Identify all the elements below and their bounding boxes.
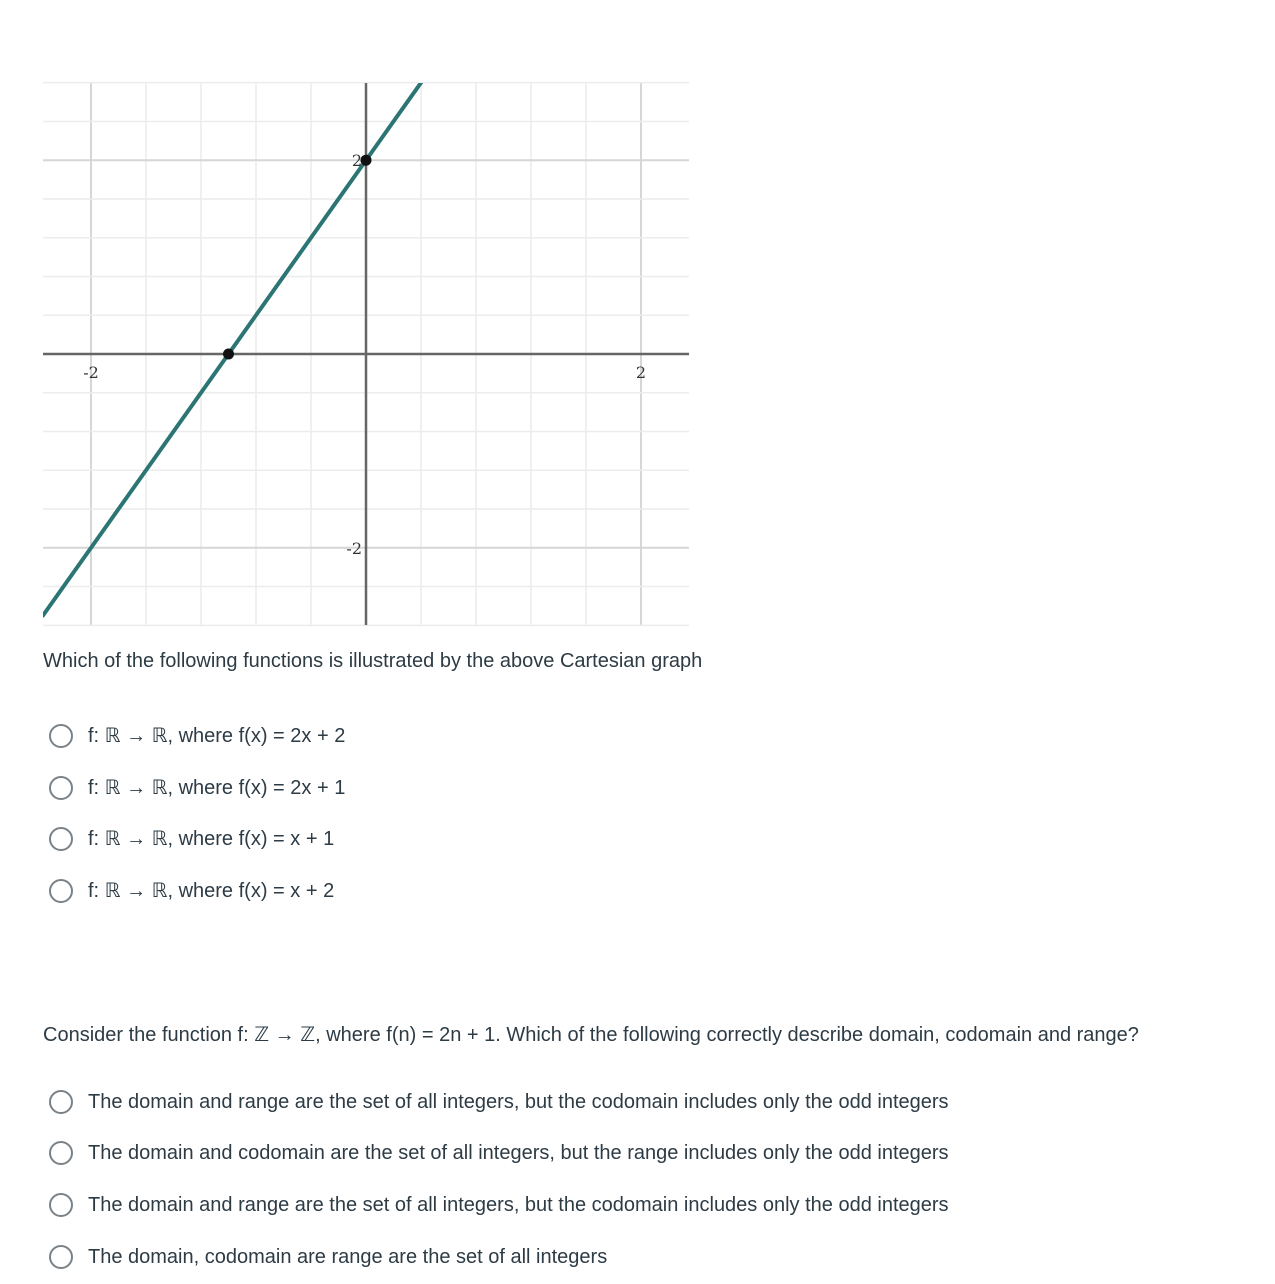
cartesian-graph [0,0,700,630]
radio-button[interactable] [49,776,73,800]
radio-button[interactable] [49,1090,73,1114]
q1-option-3[interactable] [49,826,334,851]
option-label: f: ℝ → ℝ, where f(x) = 2x + 1 [88,777,346,799]
y-tick-label: -2 [346,538,362,558]
x-tick-label: -2 [83,363,99,382]
q1-option-1[interactable] [49,723,345,748]
q1-option-2[interactable] [49,775,345,800]
option-label: f: ℝ → ℝ, where f(x) = x + 2 [88,880,335,902]
radio-button[interactable] [49,827,73,851]
radio-button[interactable] [49,879,73,903]
radio-button[interactable] [49,1141,73,1165]
data-point [361,155,372,166]
q2-option-4[interactable] [49,1245,607,1269]
q2-option-3[interactable] [49,1193,949,1217]
option-label: f: ℝ → ℝ, where f(x) = 2x + 2 [88,725,346,747]
x-tick-label: 2 [635,363,647,382]
q2-option-1[interactable] [49,1090,949,1114]
option-label: The domain and codomain are the set of all integers, but the range includes only the odd integers [88,1141,949,1164]
question-2-prompt: Consider the function f: ℤ → ℤ, where f(n) = 2n + 1. Which of the following correctly describe domain, codomain and range? [43,1024,1139,1046]
option-label: f: ℝ → ℝ, where f(x) = x + 1 [88,828,335,850]
q1-option-4[interactable] [49,878,334,903]
data-point [223,349,234,360]
radio-button[interactable] [49,1245,73,1269]
q2-option-2[interactable] [49,1141,949,1165]
option-label: The domain and range are the set of all integers, but the codomain includes only the odd integers [88,1090,949,1113]
radio-button[interactable] [49,724,73,748]
question-1-prompt: Which of the following functions is illustrated by the above Cartesian graph [43,650,703,672]
y-tick-label: 2 [351,151,362,171]
option-label: The domain and range are the set of all integers, but the codomain includes only the odd integers [88,1193,949,1216]
radio-button[interactable] [49,1193,73,1217]
option-label: The domain, codomain are range are the set of all integers [88,1245,608,1268]
